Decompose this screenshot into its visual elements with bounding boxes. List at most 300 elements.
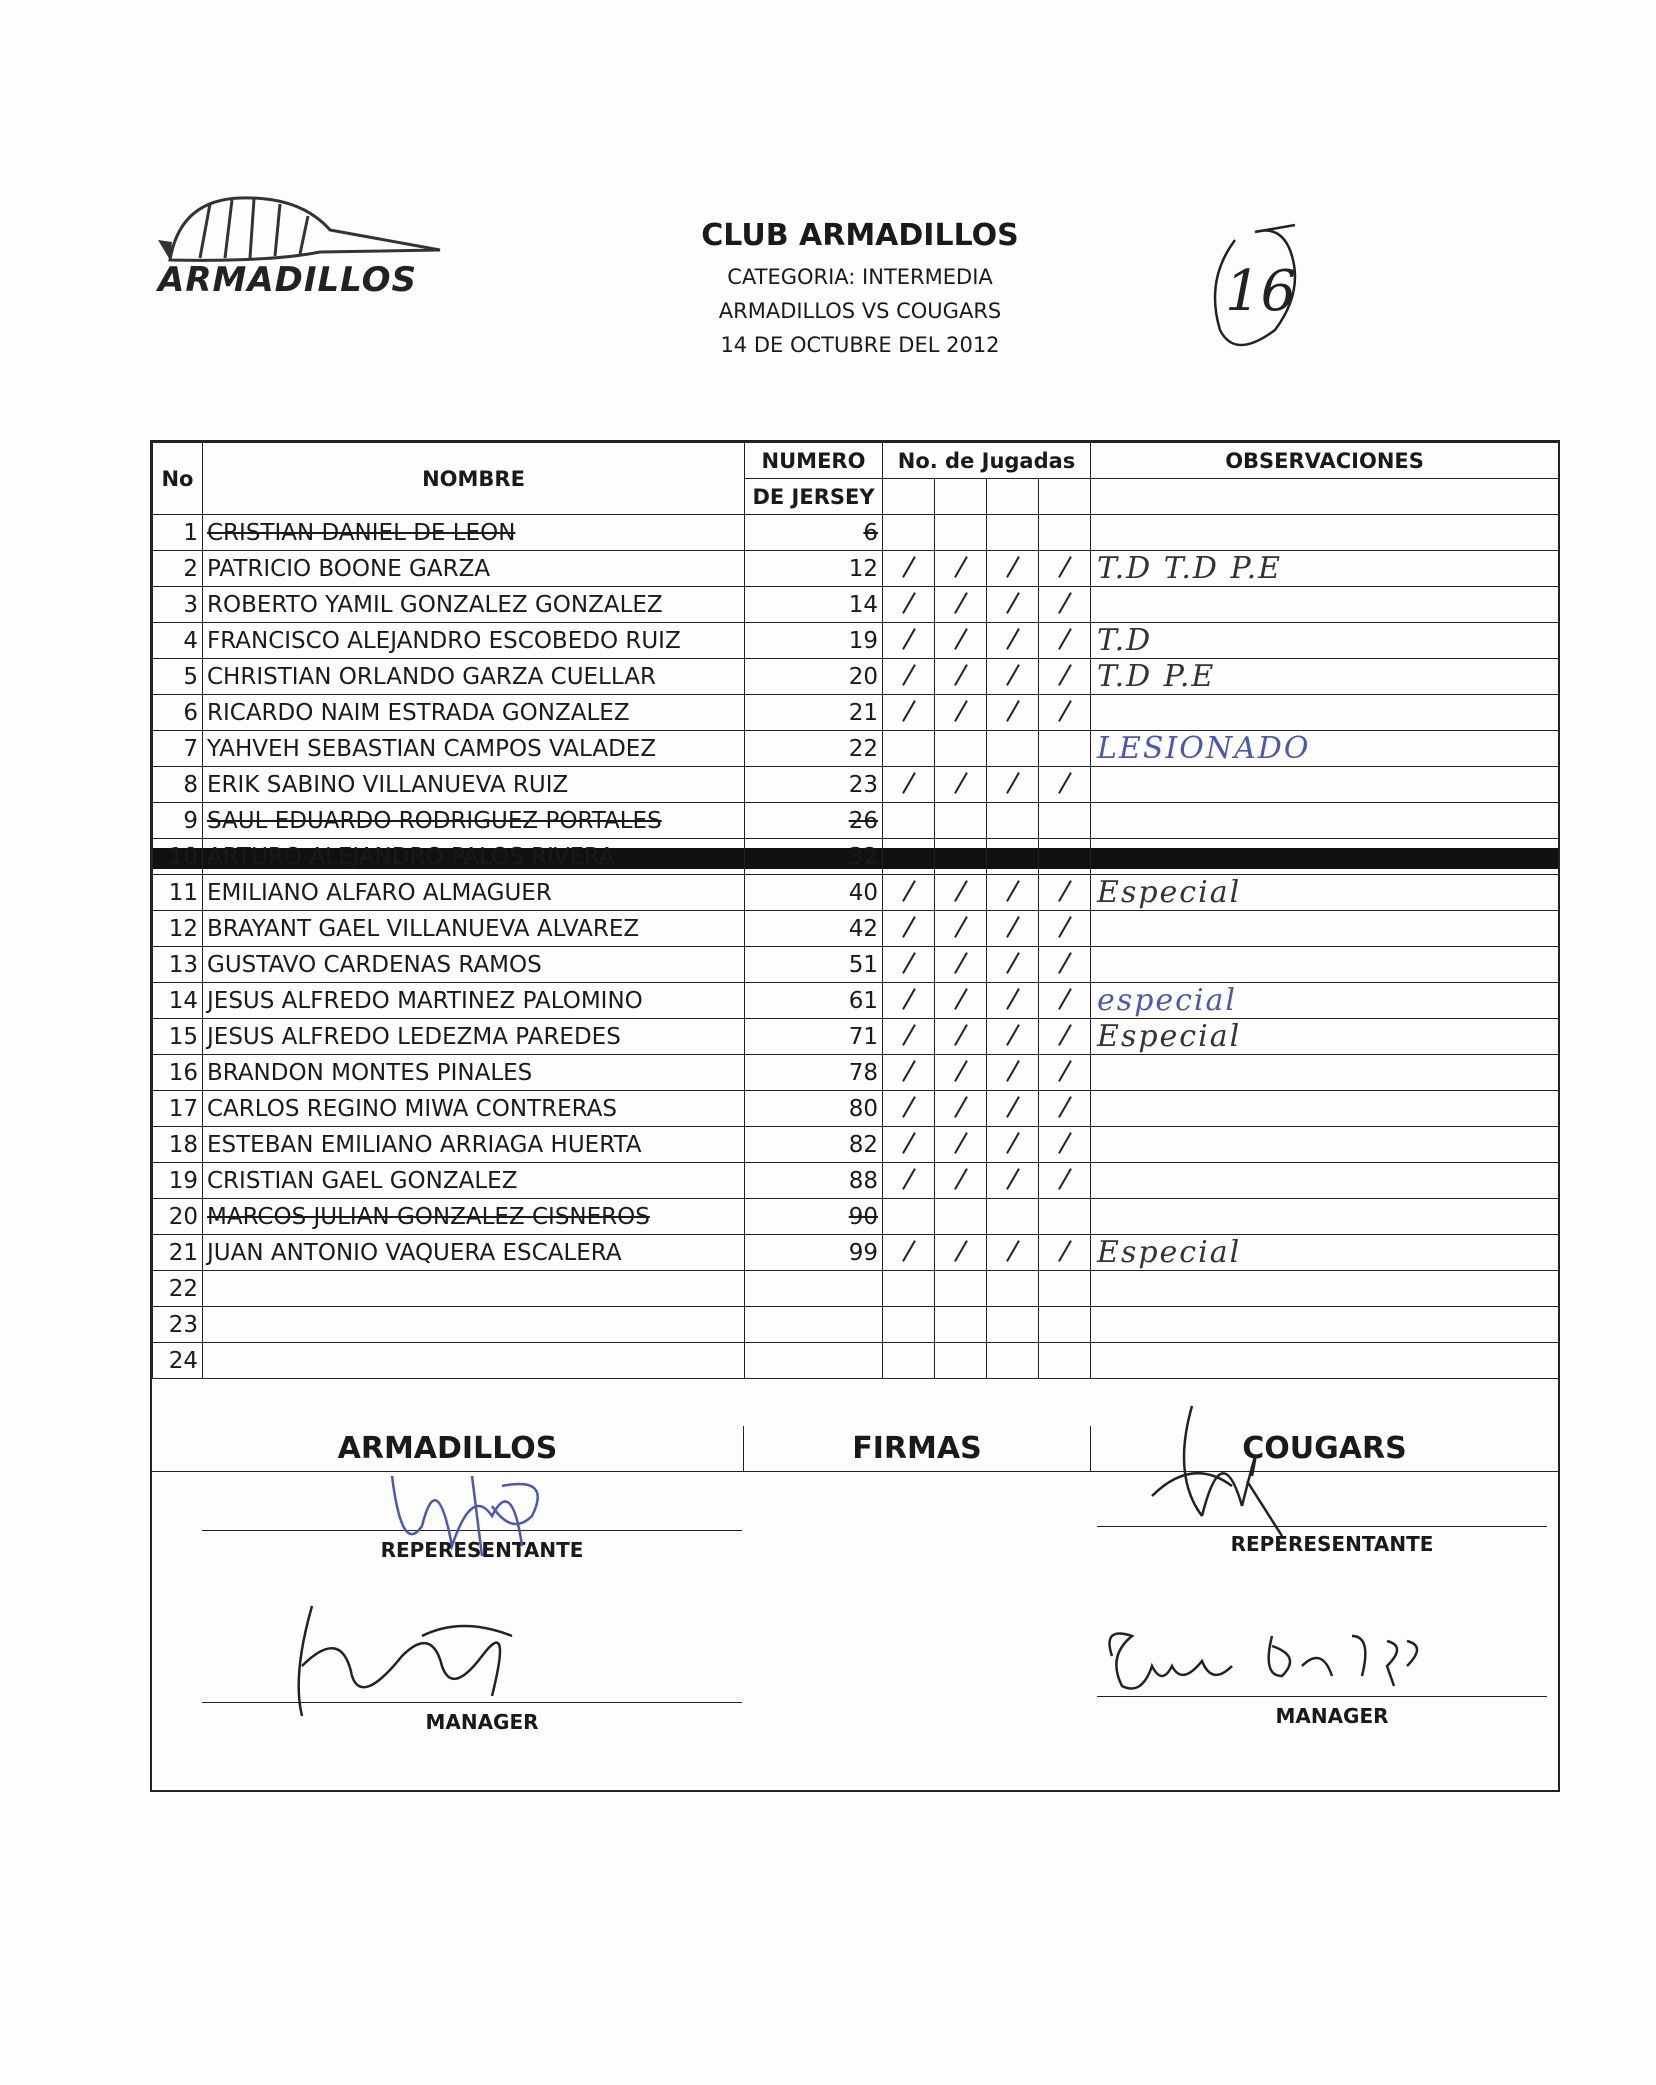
table-row bbox=[153, 1163, 1559, 1199]
check-mark-icon bbox=[1005, 769, 1021, 795]
check-mark-icon bbox=[1057, 1021, 1073, 1047]
observation-text bbox=[1091, 911, 1097, 946]
table-row bbox=[153, 587, 1559, 623]
check-mark-icon bbox=[953, 625, 969, 651]
signature-area bbox=[152, 1426, 1558, 1792]
check-mark-icon bbox=[1057, 589, 1073, 615]
cell-name: MARCOS JULIAN GONZALEZ CISNEROS bbox=[203, 1199, 745, 1235]
check-mark-icon bbox=[901, 553, 917, 579]
cell-observation bbox=[1091, 839, 1559, 875]
cell-name bbox=[203, 1343, 745, 1379]
check-mark-icon bbox=[1057, 1093, 1073, 1119]
cell-observation bbox=[1091, 551, 1559, 587]
header-jersey-bottom: DE JERSEY bbox=[745, 479, 883, 515]
match-line: ARMADILLOS VS COUGARS bbox=[718, 299, 1002, 323]
check-mark-icon bbox=[953, 769, 969, 795]
cell-play bbox=[1039, 695, 1091, 731]
cell-no: 21 bbox=[153, 1235, 203, 1271]
cell-play bbox=[1039, 1163, 1091, 1199]
cell-play bbox=[1039, 983, 1091, 1019]
cell-jersey: 20 bbox=[745, 659, 883, 695]
check-mark-icon bbox=[1005, 985, 1021, 1011]
header-name: NOMBRE bbox=[203, 443, 745, 515]
cell-observation bbox=[1091, 1199, 1559, 1235]
observation-text bbox=[1091, 1271, 1097, 1306]
cell-jersey: 12 bbox=[745, 551, 883, 587]
cell-no: 19 bbox=[153, 1163, 203, 1199]
cell-play bbox=[1039, 803, 1091, 839]
check-mark-icon bbox=[901, 589, 917, 615]
cell-observation bbox=[1091, 623, 1559, 659]
cell-no: 24 bbox=[153, 1343, 203, 1379]
cell-play bbox=[883, 731, 935, 767]
table-row bbox=[153, 767, 1559, 803]
check-mark-icon bbox=[901, 1093, 917, 1119]
cell-play bbox=[987, 1019, 1039, 1055]
cell-play bbox=[1039, 623, 1091, 659]
armadillo-icon bbox=[150, 190, 450, 270]
cell-jersey: 19 bbox=[745, 623, 883, 659]
cell-play bbox=[883, 659, 935, 695]
table-row bbox=[153, 659, 1559, 695]
cell-name: FRANCISCO ALEJANDRO ESCOBEDO RUIZ bbox=[203, 623, 745, 659]
club-logo bbox=[150, 190, 450, 300]
cell-jersey: 88 bbox=[745, 1163, 883, 1199]
cell-observation bbox=[1091, 1091, 1559, 1127]
check-mark-icon bbox=[1057, 1129, 1073, 1155]
signature-heading: FIRMAS bbox=[744, 1426, 1091, 1472]
observation-text bbox=[1091, 803, 1097, 838]
cell-play bbox=[883, 1163, 935, 1199]
cell-play bbox=[935, 1055, 987, 1091]
table-row bbox=[153, 1199, 1559, 1235]
cell-no: 5 bbox=[153, 659, 203, 695]
cell-observation bbox=[1091, 1163, 1559, 1199]
cell-play bbox=[883, 1235, 935, 1271]
check-mark-icon bbox=[1005, 1237, 1021, 1263]
cell-play bbox=[1039, 1019, 1091, 1055]
cell-jersey: 51 bbox=[745, 947, 883, 983]
cell-observation bbox=[1091, 1307, 1559, 1343]
cell-play bbox=[935, 911, 987, 947]
check-mark-icon bbox=[1005, 1093, 1021, 1119]
cell-observation bbox=[1091, 695, 1559, 731]
check-mark-icon bbox=[953, 1057, 969, 1083]
cell-play bbox=[883, 767, 935, 803]
table-row bbox=[153, 551, 1559, 587]
cell-play bbox=[1039, 1055, 1091, 1091]
check-mark-icon bbox=[1005, 553, 1021, 579]
cell-observation bbox=[1091, 1127, 1559, 1163]
cell-no: 6 bbox=[153, 695, 203, 731]
cell-play bbox=[935, 587, 987, 623]
roster-sheet bbox=[150, 440, 1560, 1792]
signature-manager-right bbox=[1102, 1616, 1432, 1696]
cell-play bbox=[935, 1343, 987, 1379]
observation-text bbox=[1091, 695, 1097, 730]
header-plays: No. de Jugadas bbox=[883, 443, 1091, 479]
cell-name: GUSTAVO CARDENAS RAMOS bbox=[203, 947, 745, 983]
cell-observation bbox=[1091, 1019, 1559, 1055]
cell-play bbox=[987, 767, 1039, 803]
cell-play bbox=[883, 695, 935, 731]
check-mark-icon bbox=[1005, 913, 1021, 939]
observation-text bbox=[1091, 1199, 1097, 1234]
signature-line-manager-right bbox=[1097, 1696, 1547, 1697]
check-mark-icon bbox=[1057, 769, 1073, 795]
check-mark-icon bbox=[1057, 1237, 1073, 1263]
check-mark-icon bbox=[953, 1021, 969, 1047]
cell-observation bbox=[1091, 911, 1559, 947]
cell-play bbox=[883, 1343, 935, 1379]
cell-play bbox=[883, 515, 935, 551]
cell-play bbox=[987, 1127, 1039, 1163]
check-mark-icon bbox=[953, 697, 969, 723]
observation-text bbox=[1091, 1091, 1097, 1126]
cell-no: 9 bbox=[153, 803, 203, 839]
cell-jersey: 42 bbox=[745, 911, 883, 947]
observation-text bbox=[1091, 587, 1097, 622]
observation-text: especial bbox=[1097, 983, 1238, 1018]
cell-play bbox=[935, 839, 987, 875]
check-mark-icon bbox=[953, 1237, 969, 1263]
cell-name: ROBERTO YAMIL GONZALEZ GONZALEZ bbox=[203, 587, 745, 623]
cell-name: CHRISTIAN ORLANDO GARZA CUELLAR bbox=[203, 659, 745, 695]
cell-no: 4 bbox=[153, 623, 203, 659]
cell-play bbox=[987, 587, 1039, 623]
cell-play bbox=[883, 983, 935, 1019]
cell-name: JUAN ANTONIO VAQUERA ESCALERA bbox=[203, 1235, 745, 1271]
cell-no: 13 bbox=[153, 947, 203, 983]
signature-team-left: ARMADILLOS bbox=[152, 1426, 744, 1472]
cell-jersey: 14 bbox=[745, 587, 883, 623]
check-mark-icon bbox=[1057, 1165, 1073, 1191]
cell-play bbox=[935, 1163, 987, 1199]
check-mark-icon bbox=[901, 949, 917, 975]
observation-text: T.D bbox=[1097, 623, 1153, 658]
check-mark-icon bbox=[953, 1093, 969, 1119]
table-row bbox=[153, 947, 1559, 983]
check-mark-icon bbox=[1057, 949, 1073, 975]
category-line: CATEGORIA: INTERMEDIA bbox=[727, 265, 993, 289]
cell-play bbox=[883, 1271, 935, 1307]
cell-play bbox=[1039, 1235, 1091, 1271]
roster-table bbox=[152, 442, 1559, 1379]
check-mark-icon bbox=[1057, 697, 1073, 723]
cell-play bbox=[883, 803, 935, 839]
cell-play bbox=[987, 551, 1039, 587]
cell-play bbox=[935, 1127, 987, 1163]
cell-play bbox=[1039, 1091, 1091, 1127]
cell-play bbox=[987, 1307, 1039, 1343]
cell-observation bbox=[1091, 1235, 1559, 1271]
cell-jersey: 40 bbox=[745, 875, 883, 911]
cell-play bbox=[935, 1199, 987, 1235]
cell-play bbox=[935, 623, 987, 659]
cell-jersey: 21 bbox=[745, 695, 883, 731]
cell-play bbox=[987, 515, 1039, 551]
cell-play bbox=[883, 911, 935, 947]
cell-no: 8 bbox=[153, 767, 203, 803]
check-mark-icon bbox=[953, 1165, 969, 1191]
check-mark-icon bbox=[953, 1129, 969, 1155]
table-row bbox=[153, 1127, 1559, 1163]
roster-body bbox=[153, 515, 1559, 1379]
check-mark-icon bbox=[901, 1165, 917, 1191]
cell-play bbox=[1039, 1127, 1091, 1163]
cell-play bbox=[987, 1271, 1039, 1307]
cell-play bbox=[935, 551, 987, 587]
check-mark-icon bbox=[1005, 877, 1021, 903]
observation-text: Especial bbox=[1097, 1235, 1242, 1270]
cell-play bbox=[1039, 659, 1091, 695]
cell-observation bbox=[1091, 983, 1559, 1019]
cell-play bbox=[1039, 1343, 1091, 1379]
cell-observation bbox=[1091, 587, 1559, 623]
cell-play bbox=[883, 1199, 935, 1235]
cell-play bbox=[987, 1163, 1039, 1199]
cell-play bbox=[883, 551, 935, 587]
cell-no: 11 bbox=[153, 875, 203, 911]
cell-play bbox=[987, 911, 1039, 947]
cell-play bbox=[1039, 875, 1091, 911]
table-row bbox=[153, 875, 1559, 911]
observation-text bbox=[1091, 515, 1097, 550]
cell-play bbox=[987, 1091, 1039, 1127]
cell-play bbox=[1039, 551, 1091, 587]
check-mark-icon bbox=[901, 877, 917, 903]
logo-text: ARMADILLOS bbox=[158, 260, 418, 300]
cell-play bbox=[987, 803, 1039, 839]
check-mark-icon bbox=[901, 985, 917, 1011]
cell-jersey: 26 bbox=[745, 803, 883, 839]
cell-play bbox=[1039, 947, 1091, 983]
check-mark-icon bbox=[953, 661, 969, 687]
check-mark-icon bbox=[1005, 625, 1021, 651]
check-mark-icon bbox=[1057, 877, 1073, 903]
cell-name: EMILIANO ALFARO ALMAGUER bbox=[203, 875, 745, 911]
cell-name: BRAYANT GAEL VILLANUEVA ALVAREZ bbox=[203, 911, 745, 947]
check-mark-icon bbox=[1057, 913, 1073, 939]
date-line: 14 DE OCTUBRE DEL 2012 bbox=[720, 333, 1000, 357]
cell-play bbox=[1039, 839, 1091, 875]
cell-no: 15 bbox=[153, 1019, 203, 1055]
check-mark-icon bbox=[1057, 661, 1073, 687]
signature-rep-left bbox=[382, 1456, 582, 1566]
page-number-text: 16 bbox=[1225, 259, 1297, 324]
cell-observation bbox=[1091, 1055, 1559, 1091]
cell-play bbox=[935, 983, 987, 1019]
cell-play bbox=[1039, 515, 1091, 551]
cell-jersey: 99 bbox=[745, 1235, 883, 1271]
cell-play bbox=[935, 1235, 987, 1271]
cell-play bbox=[987, 983, 1039, 1019]
cell-jersey: 22 bbox=[745, 731, 883, 767]
cell-name: BRANDON MONTES PINALES bbox=[203, 1055, 745, 1091]
cell-jersey bbox=[745, 1307, 883, 1343]
cell-no: 23 bbox=[153, 1307, 203, 1343]
cell-name: YAHVEH SEBASTIAN CAMPOS VALADEZ bbox=[203, 731, 745, 767]
cell-jersey: 6 bbox=[745, 515, 883, 551]
cell-play bbox=[1039, 1271, 1091, 1307]
cell-name bbox=[203, 1307, 745, 1343]
observation-text: LESIONADO bbox=[1097, 731, 1311, 766]
table-row bbox=[153, 1091, 1559, 1127]
observation-text: Especial bbox=[1097, 1019, 1242, 1054]
check-mark-icon bbox=[953, 913, 969, 939]
check-mark-icon bbox=[1005, 1129, 1021, 1155]
signature-manager-left bbox=[282, 1596, 542, 1726]
cell-play bbox=[987, 1055, 1039, 1091]
check-mark-icon bbox=[953, 589, 969, 615]
cell-play bbox=[935, 1019, 987, 1055]
cell-name: JESUS ALFREDO LEDEZMA PAREDES bbox=[203, 1019, 745, 1055]
table-row bbox=[153, 983, 1559, 1019]
check-mark-icon bbox=[1057, 1057, 1073, 1083]
cell-play bbox=[987, 1235, 1039, 1271]
cell-play bbox=[883, 839, 935, 875]
table-row bbox=[153, 1307, 1559, 1343]
label-rep-right: REPERESENTANTE bbox=[1230, 1532, 1434, 1556]
observation-text: Especial bbox=[1097, 875, 1242, 910]
check-mark-icon bbox=[953, 985, 969, 1011]
cell-play bbox=[883, 1091, 935, 1127]
cell-observation bbox=[1091, 875, 1559, 911]
cell-name: ESTEBAN EMILIANO ARRIAGA HUERTA bbox=[203, 1127, 745, 1163]
cell-observation bbox=[1091, 659, 1559, 695]
document-header bbox=[560, 218, 1160, 367]
table-row bbox=[153, 803, 1559, 839]
cell-name: CRISTIAN DANIEL DE LEON bbox=[203, 515, 745, 551]
table-row bbox=[153, 1055, 1559, 1091]
cell-play bbox=[987, 839, 1039, 875]
observation-text bbox=[1091, 839, 1097, 874]
cell-observation bbox=[1091, 767, 1559, 803]
check-mark-icon bbox=[1005, 949, 1021, 975]
check-mark-icon bbox=[901, 1021, 917, 1047]
observation-text bbox=[1091, 1343, 1097, 1378]
header-jersey-top: NUMERO bbox=[745, 443, 883, 479]
cell-play bbox=[987, 1199, 1039, 1235]
cell-name: CARLOS REGINO MIWA CONTRERAS bbox=[203, 1091, 745, 1127]
cell-name: JESUS ALFREDO MARTINEZ PALOMINO bbox=[203, 983, 745, 1019]
check-mark-icon bbox=[901, 1129, 917, 1155]
cell-name: PATRICIO BOONE GARZA bbox=[203, 551, 745, 587]
table-row bbox=[153, 1343, 1559, 1379]
cell-play bbox=[883, 1055, 935, 1091]
check-mark-icon bbox=[953, 949, 969, 975]
cell-observation bbox=[1091, 731, 1559, 767]
signature-team-right: COUGARS bbox=[1091, 1426, 1558, 1472]
cell-no: 18 bbox=[153, 1127, 203, 1163]
check-mark-icon bbox=[1057, 553, 1073, 579]
observation-text bbox=[1091, 1055, 1097, 1090]
cell-name: ARTURO ALEJANDRO PALOS RIVERA bbox=[203, 839, 745, 875]
check-mark-icon bbox=[1005, 1165, 1021, 1191]
check-mark-icon bbox=[1005, 1021, 1021, 1047]
table-row bbox=[153, 731, 1559, 767]
check-mark-icon bbox=[901, 913, 917, 939]
check-mark-icon bbox=[953, 877, 969, 903]
table-row bbox=[153, 515, 1559, 551]
cell-no: 2 bbox=[153, 551, 203, 587]
cell-play bbox=[883, 1307, 935, 1343]
cell-play bbox=[935, 1271, 987, 1307]
cell-play bbox=[883, 1127, 935, 1163]
check-mark-icon bbox=[1005, 1057, 1021, 1083]
cell-play bbox=[883, 947, 935, 983]
cell-observation bbox=[1091, 1271, 1559, 1307]
observation-text bbox=[1091, 767, 1097, 802]
table-row bbox=[153, 1271, 1559, 1307]
check-mark-icon bbox=[901, 769, 917, 795]
cell-observation bbox=[1091, 803, 1559, 839]
cell-no: 10 bbox=[153, 839, 203, 875]
check-mark-icon bbox=[1005, 589, 1021, 615]
cell-play bbox=[935, 767, 987, 803]
cell-play bbox=[987, 731, 1039, 767]
table-row bbox=[153, 623, 1559, 659]
cell-play bbox=[1039, 731, 1091, 767]
table-row bbox=[153, 695, 1559, 731]
check-mark-icon bbox=[901, 625, 917, 651]
signature-rep-right bbox=[1132, 1396, 1312, 1536]
cell-play bbox=[987, 875, 1039, 911]
label-manager-right: MANAGER bbox=[1275, 1704, 1389, 1728]
cell-name: RICARDO NAIM ESTRADA GONZALEZ bbox=[203, 695, 745, 731]
cell-jersey: 80 bbox=[745, 1091, 883, 1127]
cell-play bbox=[987, 623, 1039, 659]
cell-name: CRISTIAN GAEL GONZALEZ bbox=[203, 1163, 745, 1199]
cell-play bbox=[935, 695, 987, 731]
cell-jersey: 71 bbox=[745, 1019, 883, 1055]
cell-play bbox=[883, 587, 935, 623]
cell-play bbox=[935, 875, 987, 911]
cell-no: 14 bbox=[153, 983, 203, 1019]
observation-text bbox=[1091, 947, 1097, 982]
check-mark-icon bbox=[1057, 625, 1073, 651]
cell-no: 3 bbox=[153, 587, 203, 623]
cell-play bbox=[1039, 911, 1091, 947]
cell-play bbox=[935, 515, 987, 551]
header-observations: OBSERVACIONES bbox=[1091, 443, 1559, 479]
cell-no: 12 bbox=[153, 911, 203, 947]
cell-play bbox=[935, 731, 987, 767]
cell-play bbox=[987, 947, 1039, 983]
table-row bbox=[153, 1019, 1559, 1055]
check-mark-icon bbox=[953, 553, 969, 579]
cell-play bbox=[1039, 1307, 1091, 1343]
cell-no: 1 bbox=[153, 515, 203, 551]
observation-text bbox=[1091, 1127, 1097, 1162]
table-row bbox=[153, 911, 1559, 947]
cell-jersey: 61 bbox=[745, 983, 883, 1019]
table-row bbox=[153, 839, 1559, 875]
cell-jersey: 90 bbox=[745, 1199, 883, 1235]
club-title: CLUB ARMADILLOS bbox=[701, 218, 1019, 253]
check-mark-icon bbox=[1005, 661, 1021, 687]
cell-jersey: 82 bbox=[745, 1127, 883, 1163]
cell-no: 7 bbox=[153, 731, 203, 767]
cell-observation bbox=[1091, 1343, 1559, 1379]
observation-text bbox=[1091, 1307, 1097, 1342]
cell-play bbox=[987, 659, 1039, 695]
observation-text: T.D T.D P.E bbox=[1097, 551, 1283, 586]
page-number bbox=[1195, 220, 1315, 364]
header-no: No bbox=[153, 443, 203, 515]
label-manager-left: MANAGER bbox=[425, 1710, 539, 1734]
check-mark-icon bbox=[901, 661, 917, 687]
